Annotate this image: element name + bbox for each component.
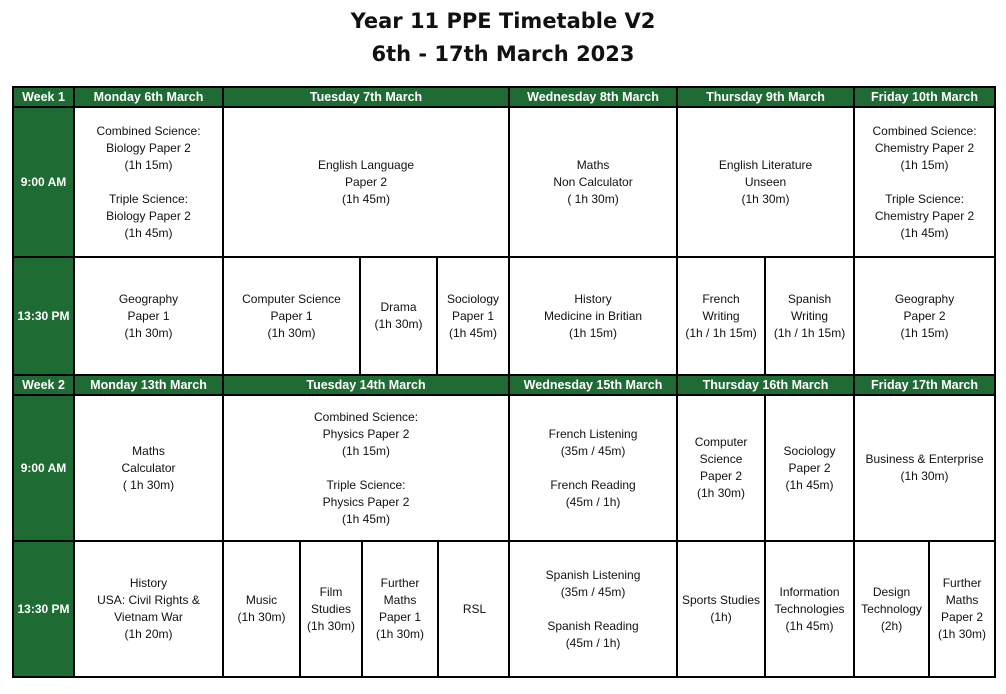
exam-cell: English Language Paper 2 (1h 45m) [223, 107, 509, 257]
day-header: Wednesday 8th March [509, 87, 677, 107]
exam-cell: Sociology Paper 2 (1h 45m) [765, 395, 854, 541]
exam-cell: French Listening (35m / 45m) French Reading (45m / 1h) [509, 395, 677, 541]
page-subtitle: 6th - 17th March 2023 [371, 42, 635, 66]
day-header: Monday 6th March [74, 87, 223, 107]
exam-cell: Spanish Listening (35m / 45m) Spanish Reading (45m / 1h) [509, 541, 677, 677]
exam-cell: Sociology Paper 1 (1h 45m) [437, 257, 509, 375]
exam-cell: Music (1h 30m) [224, 542, 300, 676]
time-slot: 13:30 PM [13, 257, 74, 375]
exam-cell: Geography Paper 1 (1h 30m) [74, 257, 223, 375]
exam-cell: RSL [438, 542, 509, 676]
exam-cell: Combined Science: Biology Paper 2 (1h 15m) Triple Science: Biology Paper 2 (1h 45m) [74, 107, 223, 257]
exam-cell: Film Studies (1h 30m) [300, 542, 362, 676]
day-header: Friday 17th March [854, 375, 995, 395]
time-slot: 13:30 PM [13, 541, 74, 677]
exam-cell: Further Maths Paper 1 (1h 30m) [362, 542, 438, 676]
week1-pm-row [13, 257, 995, 375]
exam-cell: Information Technologies (1h 45m) [765, 541, 854, 677]
exam-cell: Drama (1h 30m) [360, 257, 437, 375]
exam-cell: Sports Studies (1h) [677, 541, 765, 677]
day-header: Wednesday 15th March [509, 375, 677, 395]
week2-am-row [13, 395, 995, 541]
week2-pm-row [13, 541, 995, 677]
exam-cell: History USA: Civil Rights & Vietnam War (1h 20m) [74, 541, 223, 677]
exam-cell: Design Technology (2h) [854, 541, 929, 677]
page-title: Year 11 PPE Timetable V2 [350, 9, 656, 33]
exam-cell-group [223, 541, 509, 677]
time-slot: 9:00 AM [13, 395, 74, 541]
week2-header-row [13, 375, 995, 395]
exam-cell: Maths Calculator ( 1h 30m) [74, 395, 223, 541]
day-header: Monday 13th March [74, 375, 223, 395]
exam-cell: Combined Science: Chemistry Paper 2 (1h 15m) Triple Science: Chemistry Paper 2 (1h 45m) [854, 107, 995, 257]
exam-cell: English Literature Unseen (1h 30m) [677, 107, 854, 257]
day-header: Tuesday 7th March [223, 87, 509, 107]
week-label: Week 2 [13, 375, 74, 395]
day-header: Friday 10th March [854, 87, 995, 107]
exam-cell: Spanish Writing (1h / 1h 15m) [765, 257, 854, 375]
exam-cell: Combined Science: Physics Paper 2 (1h 15m) Triple Science: Physics Paper 2 (1h 45m) [223, 395, 509, 541]
exam-cell: Computer Science Paper 1 (1h 30m) [223, 257, 360, 375]
week1-header-row [13, 87, 995, 107]
week-label: Week 1 [13, 87, 74, 107]
exam-cell: Geography Paper 2 (1h 15m) [854, 257, 995, 375]
day-header: Tuesday 14th March [223, 375, 509, 395]
exam-cell: Maths Non Calculator ( 1h 30m) [509, 107, 677, 257]
exam-cell: French Writing (1h / 1h 15m) [677, 257, 765, 375]
exam-cell: History Medicine in Britian (1h 15m) [509, 257, 677, 375]
week1-am-row [13, 107, 995, 257]
exam-cell: Computer Science Paper 2 (1h 30m) [677, 395, 765, 541]
time-slot: 9:00 AM [13, 107, 74, 257]
day-header: Thursday 16th March [677, 375, 854, 395]
exam-cell: Further Maths Paper 2 (1h 30m) [929, 541, 995, 677]
timetable [12, 86, 996, 678]
exam-cell: Business & Enterprise (1h 30m) [854, 395, 995, 541]
day-header: Thursday 9th March [677, 87, 854, 107]
